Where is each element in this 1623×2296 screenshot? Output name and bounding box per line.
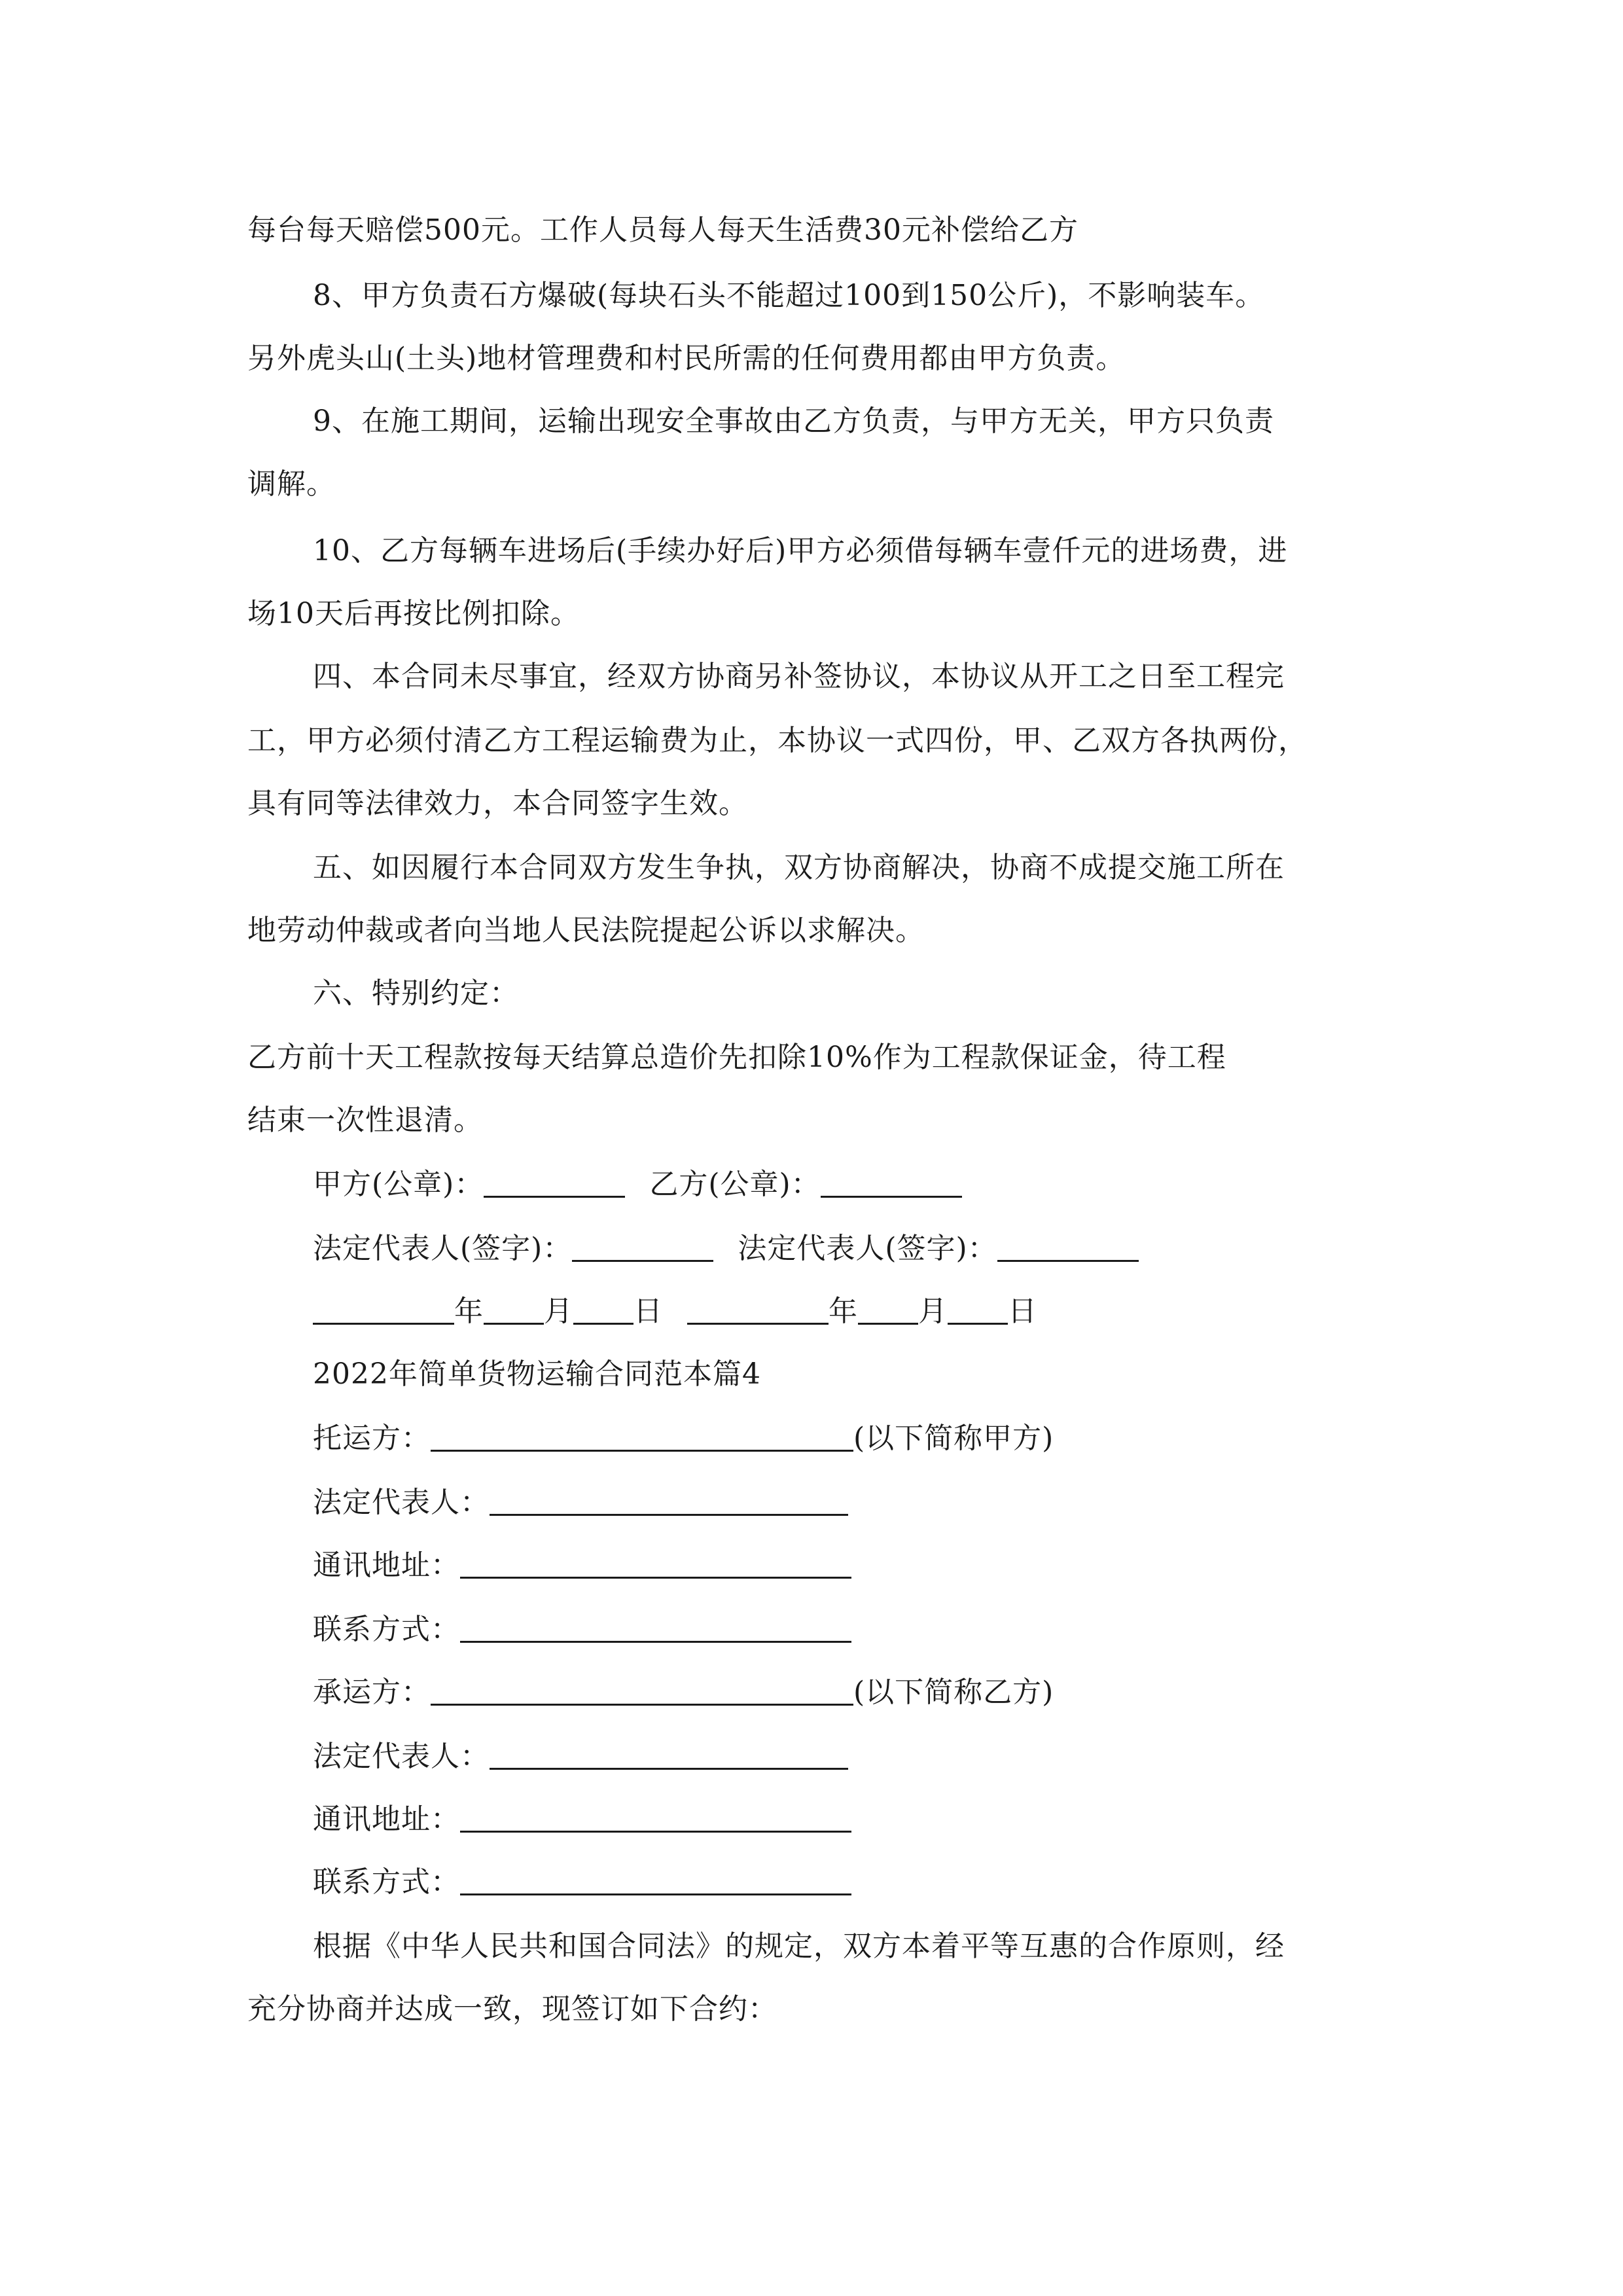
shipper-contact-field[interactable] — [460, 1615, 851, 1643]
rep-sign-a-field[interactable] — [572, 1234, 713, 1262]
month-field-a[interactable] — [484, 1297, 544, 1325]
carrier-address-row — [313, 1800, 851, 1839]
text-line: 工，甲方必须付清乙方工程运输费为止，本协议一式四份，甲、乙双方各执两份， — [247, 724, 1308, 757]
clause-six-heading: 六、特别约定： — [313, 977, 519, 1010]
rep-sign-row — [313, 1229, 1139, 1268]
shipper-row — [313, 1419, 1054, 1458]
carrier-field[interactable] — [431, 1677, 853, 1706]
preamble-line-2: 充分协商并达成一致，现签订如下合约： — [247, 1992, 777, 2026]
date-row — [313, 1292, 1037, 1331]
rep-sign-b-field[interactable] — [997, 1234, 1139, 1262]
day-field-a[interactable] — [573, 1297, 633, 1325]
party-a-seal-label: 甲方(公章)： — [313, 1168, 484, 1201]
text-line: 地劳动仲裁或者向当地人民法院提起公诉以求解决。 — [247, 914, 925, 947]
clause-10: 10、乙方每辆车进场后(手续办好后)甲方必须借每辆车壹仟元的进场费，进 — [313, 534, 1288, 567]
year-field-b[interactable] — [687, 1297, 829, 1325]
carrier-row — [313, 1673, 1054, 1712]
shipper-rep-field[interactable] — [490, 1488, 848, 1516]
shipper-rep-row — [313, 1483, 848, 1522]
month-field-b[interactable] — [858, 1297, 918, 1325]
section-title: 2022年简单货物运输合同范本篇4 — [313, 1357, 761, 1391]
rep-sign-b-label: 法定代表人(签字)： — [738, 1232, 997, 1265]
shipper-contact-row — [313, 1610, 851, 1649]
shipper-label: 托运方： — [313, 1422, 431, 1455]
text-line: 场10天后再按比例扣除。 — [247, 597, 580, 630]
carrier-suffix: (以下简称乙方) — [853, 1676, 1054, 1709]
party-b-seal-field[interactable] — [821, 1170, 962, 1198]
shipper-field[interactable] — [431, 1424, 853, 1452]
carrier-address-label: 通讯地址： — [313, 1803, 460, 1836]
party-a-seal-field[interactable] — [484, 1170, 625, 1198]
shipper-address-field[interactable] — [460, 1551, 851, 1579]
special-terms: 乙方前十天工程款按每天结算总造价先扣除10%作为工程款保证金，待工程 — [247, 1041, 1226, 1074]
clause-five: 五、如因履行本合同双方发生争执，双方协商解决，协商不成提交施工所在 — [313, 851, 1285, 884]
month-label: 月 — [544, 1295, 573, 1328]
party-b-seal-label: 乙方(公章)： — [649, 1168, 821, 1201]
day-label: 日 — [1008, 1295, 1037, 1328]
shipper-address-label: 通讯地址： — [313, 1549, 460, 1582]
day-label: 日 — [633, 1295, 663, 1328]
clause-8: 8、甲方负责石方爆破(每块石头不能超过100到150公斤)，不影响装车。 — [313, 279, 1265, 312]
rep-sign-a-label: 法定代表人(签字)： — [313, 1232, 573, 1265]
year-field-a[interactable] — [313, 1297, 454, 1325]
clause-9: 9、在施工期间，运输出现安全事故由乙方负责，与甲方无关，甲方只负责 — [313, 404, 1274, 438]
shipper-suffix: (以下简称甲方) — [853, 1422, 1054, 1455]
year-label: 年 — [829, 1295, 858, 1328]
shipper-address-row — [313, 1546, 851, 1585]
carrier-label: 承运方： — [313, 1676, 431, 1709]
preamble-line-1: 根据《中华人民共和国合同法》的规定，双方本着平等互惠的合作原则，经 — [313, 1929, 1285, 1963]
carrier-rep-label: 法定代表人： — [313, 1740, 490, 1773]
text-line: 另外虎头山(土头)地材管理费和村民所需的任何费用都由甲方负责。 — [247, 342, 1126, 375]
carrier-contact-field[interactable] — [460, 1867, 851, 1895]
shipper-contact-label: 联系方式： — [313, 1613, 460, 1646]
text-line: 结束一次性退清。 — [247, 1103, 483, 1137]
carrier-contact-row — [313, 1863, 851, 1902]
day-field-b[interactable] — [948, 1297, 1008, 1325]
seal-row — [313, 1165, 962, 1204]
carrier-contact-label: 联系方式： — [313, 1865, 460, 1899]
text-line: 每台每天赔偿500元。工作人员每人每天生活费30元补偿给乙方 — [247, 213, 1079, 247]
text-line: 具有同等法律效力，本合同签字生效。 — [247, 787, 748, 820]
carrier-rep-row — [313, 1737, 848, 1776]
clause-four: 四、本合同未尽事宜，经双方协商另补签协议，本协议从开工之日至工程完 — [313, 660, 1285, 693]
month-label: 月 — [918, 1295, 948, 1328]
text-line: 调解。 — [247, 467, 336, 501]
carrier-address-field[interactable] — [460, 1804, 851, 1833]
shipper-rep-label: 法定代表人： — [313, 1486, 490, 1519]
carrier-rep-field[interactable] — [490, 1742, 848, 1770]
year-label: 年 — [454, 1295, 484, 1328]
